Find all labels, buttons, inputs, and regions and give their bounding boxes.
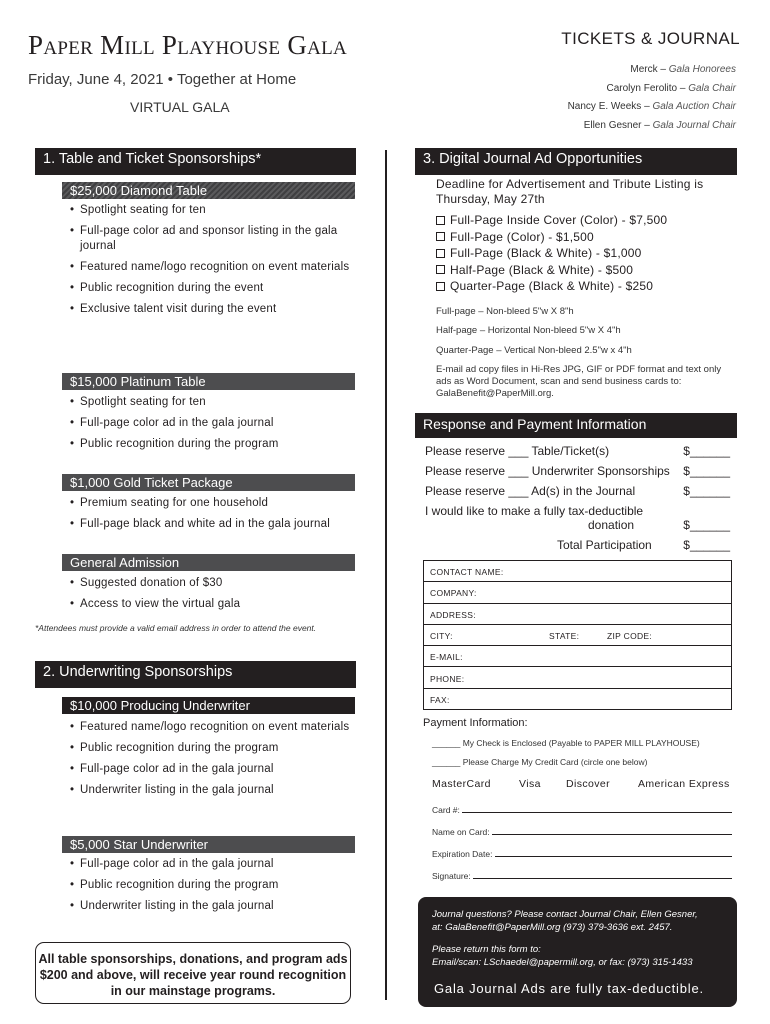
ad-options-list: [436, 212, 667, 295]
tier-gold-header: $1,000 Gold Ticket Package: [62, 474, 355, 491]
total-row[interactable]: Total Participation $______: [557, 538, 730, 552]
card-visa[interactable]: Visa: [519, 778, 541, 790]
signature-field[interactable]: Signature:: [432, 871, 732, 881]
recognition-note-box: All table sponsorships, donations, and program ads $200 and above, will receive year round recognition in our mainstage programs.: [35, 942, 351, 1004]
journal-contact-line: at: GalaBenefit@PaperMill.org (973) 379-3636 ext. 2457.: [432, 922, 673, 933]
gala-date: Friday, June 4, 2021 • Together at Home: [28, 71, 297, 88]
tier-star-benefits: [70, 857, 355, 920]
section-2-header: 2. Underwriting Sponsorships: [35, 661, 356, 688]
ad-spec: Half-page – Horizontal Non-bleed 5"w X 4"h: [436, 325, 621, 336]
donation-row-line1: I would like to make a fully tax-deductible: [425, 504, 644, 518]
ad-spec: Quarter-Page – Vertical Non-bleed 2.5"w x 4"h: [436, 345, 632, 356]
benefit-item: • Public recognition during the program: [70, 741, 355, 756]
gala-title: Paper Mill Playhouse Gala: [28, 30, 348, 60]
city-state-zip-field[interactable]: CITY: STATE: ZIP CODE:: [424, 625, 731, 646]
reserve-ads-row[interactable]: Please reserve ___ Ad(s) in the Journal $______: [425, 484, 730, 498]
ad-email-instructions: E-mail ad copy files in Hi-Res JPG, GIF or PDF format and text only ads as Word Document, scan and send business cards to: GalaBenefit@PaperMill.org.: [436, 364, 722, 399]
company-field[interactable]: COMPANY:: [424, 582, 731, 603]
benefit-item: • Full-page color ad and sponsor listing in the gala journal: [70, 224, 355, 254]
checkbox-icon[interactable]: [436, 265, 445, 274]
benefit-item: • Suggested donation of $30: [70, 576, 355, 591]
benefit-item: • Full-page color ad in the gala journal: [70, 416, 355, 431]
benefit-item: • Spotlight seating for ten: [70, 395, 355, 410]
check-enclosed-option[interactable]: ______ My Check is Enclosed (Payable to PAPER MILL PLAYHOUSE): [432, 738, 700, 748]
benefit-item: • Full-page black and white ad in the gala journal: [70, 517, 355, 532]
benefit-item: • Premium seating for one household: [70, 496, 355, 511]
ad-spec: Full-page – Non-bleed 5"w X 8"h: [436, 306, 574, 317]
tier-platinum-benefits: [70, 395, 355, 458]
phone-field[interactable]: PHONE:: [424, 668, 731, 689]
benefit-item: • Full-page color ad in the gala journal: [70, 762, 355, 777]
return-form-line: Please return this form to:: [432, 944, 541, 955]
section-3-header: 3. Digital Journal Ad Opportunities: [415, 148, 737, 175]
expiration-date-field[interactable]: Expiration Date:: [432, 849, 732, 859]
benefit-item: • Public recognition during the program: [70, 437, 355, 452]
return-address-line: Email/scan: LSchaedel@papermill.org, or fax: (973) 315-1433: [432, 957, 693, 968]
contact-form: [423, 560, 732, 710]
benefit-item: • Underwriter listing in the gala journal: [70, 899, 355, 914]
ad-deadline: Deadline for Advertisement and Tribute Listing is Thursday, May 27th: [436, 177, 704, 206]
tickets-journal-heading: TICKETS & JOURNAL: [561, 29, 740, 48]
tier-diamond-header: $25,000 Diamond Table: [62, 182, 355, 199]
ad-option[interactable]: Full-Page (Black & White) - $1,000: [436, 245, 667, 262]
reserve-underwriter-row[interactable]: Please reserve ___ Underwriter Sponsorships $______: [425, 464, 730, 478]
payment-info-title: Payment Information:: [423, 717, 528, 729]
benefit-item: • Public recognition during the program: [70, 878, 355, 893]
checkbox-icon[interactable]: [436, 282, 445, 291]
ad-option[interactable]: Full-Page Inside Cover (Color) - $7,500: [436, 212, 667, 229]
response-header: Response and Payment Information: [415, 413, 737, 438]
tier-producing-benefits: [70, 720, 355, 804]
reserve-tables-row[interactable]: Please reserve ___ Table/Ticket(s) $______: [425, 444, 730, 458]
email-field[interactable]: E-MAIL:: [424, 646, 731, 667]
tier-producing-header: $10,000 Producing Underwriter: [62, 697, 355, 714]
benefit-item: • Spotlight seating for ten: [70, 203, 355, 218]
tier-star-header: $5,000 Star Underwriter: [62, 836, 355, 853]
tier-gold-benefits: [70, 496, 355, 538]
section-1-header: 1. Table and Ticket Sponsorships*: [35, 148, 356, 175]
card-mastercard[interactable]: MasterCard: [432, 778, 491, 790]
benefit-item: • Access to view the virtual gala: [70, 597, 355, 612]
credit-card-option[interactable]: ______ Please Charge My Credit Card (circle one below): [432, 757, 648, 767]
card-amex[interactable]: American Express: [638, 778, 730, 790]
column-divider: [385, 150, 387, 1000]
checkbox-icon[interactable]: [436, 216, 445, 225]
contact-info-box: [418, 897, 737, 1007]
attendee-email-note: *Attendees must provide a valid email address in order to attend the event.: [35, 623, 317, 633]
benefit-item: • Exclusive talent visit during the event: [70, 302, 355, 317]
ad-option[interactable]: Full-Page (Color) - $1,500: [436, 229, 667, 246]
benefit-item: • Featured name/logo recognition on event materials: [70, 720, 355, 735]
address-field[interactable]: ADDRESS:: [424, 604, 731, 625]
honoree-line: Merck – Gala Honorees: [630, 64, 736, 75]
honoree-line: Nancy E. Weeks – Gala Auction Chair: [567, 101, 736, 112]
benefit-item: • Public recognition during the event: [70, 281, 355, 296]
card-discover[interactable]: Discover: [566, 778, 611, 790]
name-on-card-field[interactable]: Name on Card:: [432, 827, 732, 837]
checkbox-icon[interactable]: [436, 249, 445, 258]
tier-general-admission-benefits: [70, 576, 355, 618]
ad-option[interactable]: Quarter-Page (Black & White) - $250: [436, 278, 667, 295]
contact-name-field[interactable]: CONTACT NAME:: [424, 561, 731, 582]
card-number-field[interactable]: Card #:: [432, 805, 732, 815]
journal-questions-line: Journal questions? Please contact Journal Chair, Ellen Gesner,: [432, 909, 698, 920]
tier-general-admission-header: General Admission: [62, 554, 355, 571]
tier-platinum-header: $15,000 Platinum Table: [62, 373, 355, 390]
tier-diamond-benefits: [70, 203, 355, 323]
honoree-line: Carolyn Ferolito – Gala Chair: [606, 83, 736, 94]
checkbox-icon[interactable]: [436, 232, 445, 241]
benefit-item: • Full-page color ad in the gala journal: [70, 857, 355, 872]
benefit-item: • Underwriter listing in the gala journal: [70, 783, 355, 798]
benefit-item: • Featured name/logo recognition on event materials: [70, 260, 355, 275]
virtual-gala-label: VIRTUAL GALA: [130, 99, 230, 115]
tax-deductible-note: Gala Journal Ads are fully tax-deductible.: [434, 981, 704, 996]
fax-field[interactable]: FAX:: [430, 694, 450, 705]
donation-row[interactable]: donation $______: [588, 518, 730, 532]
honoree-line: Ellen Gesner – Gala Journal Chair: [583, 120, 736, 131]
ad-option[interactable]: Half-Page (Black & White) - $500: [436, 262, 667, 279]
